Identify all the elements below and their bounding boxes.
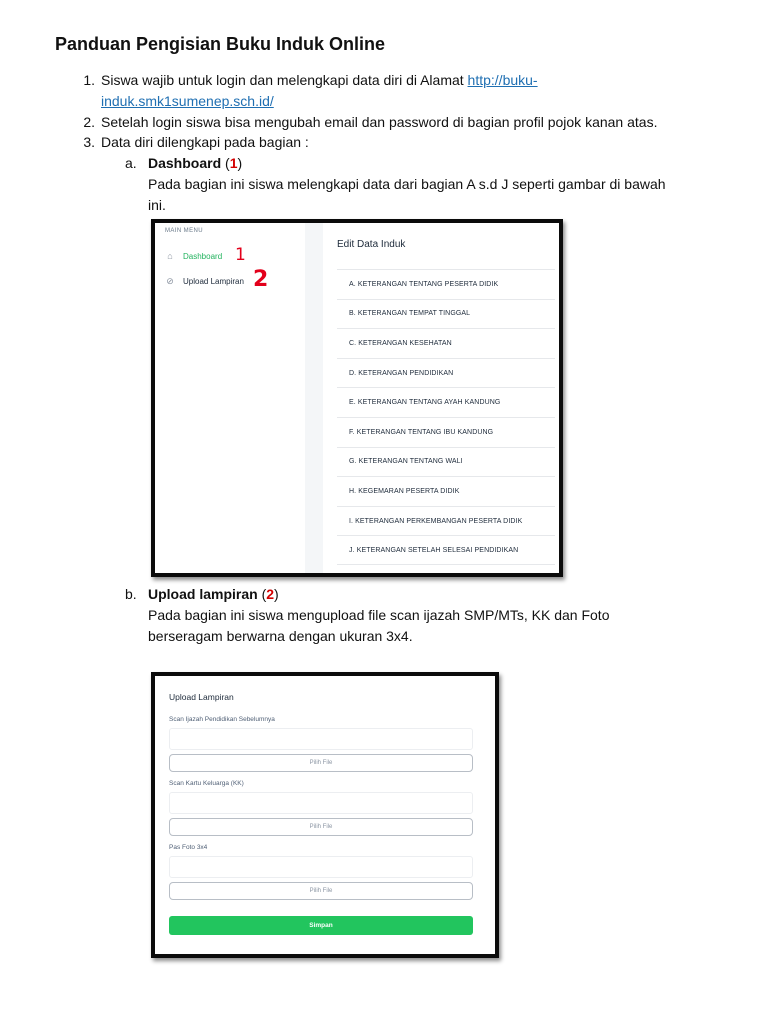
home-icon: ⌂ xyxy=(167,251,173,261)
upload-screenshot xyxy=(151,672,499,958)
choose-file-button-ijazah[interactable]: Pilih File xyxy=(169,754,473,772)
list-item-text: Siswa wajib untuk login dan melengkapi data diri di Alamat xyxy=(101,72,468,88)
menu-header: MAIN MENU xyxy=(165,228,203,234)
list-number: 1. xyxy=(83,72,95,88)
paren-open: ( xyxy=(225,155,230,171)
annotation-marker-2: 2 xyxy=(253,267,269,292)
file-input-kk[interactable] xyxy=(169,792,473,814)
sub-desc: Pada bagian ini siswa melengkapi data dari bagian A s.d J seperti gambar di bawah xyxy=(148,176,666,192)
list-item-text: Setelah login siswa bisa mengubah email dan password di bagian profil pojok kanan atas. xyxy=(101,114,658,130)
sub-title: Dashboard xyxy=(148,155,222,171)
section-item[interactable]: C. KETERANGAN KESEHATAN xyxy=(337,328,555,358)
url-link[interactable]: http://buku- xyxy=(467,72,538,88)
sub-marker: 2 xyxy=(266,586,275,602)
field-label-kk: Scan Kartu Keluarga (KK) xyxy=(169,780,244,787)
sub-title: Upload lampiran xyxy=(148,586,258,602)
edit-title: Edit Data Induk xyxy=(337,239,406,250)
section-list xyxy=(337,269,555,565)
sub-desc-continued: berseragam berwarna dengan ukuran 3x4. xyxy=(148,628,413,644)
sub-marker: 1 xyxy=(229,155,238,171)
list-number: 3. xyxy=(83,134,95,150)
section-item[interactable]: D. KETERANGAN PENDIDIKAN xyxy=(337,358,555,388)
section-item[interactable]: F. KETERANGAN TENTANG IBU KANDUNG xyxy=(337,417,555,447)
main-panel xyxy=(323,223,559,573)
dashboard-screenshot xyxy=(151,219,563,577)
sidebar xyxy=(155,223,305,573)
content-gutter xyxy=(305,223,323,573)
file-input-foto[interactable] xyxy=(169,856,473,878)
section-item[interactable]: B. KETERANGAN TEMPAT TINGGAL xyxy=(337,299,555,329)
section-item[interactable]: G. KETERANGAN TENTANG WALI xyxy=(337,447,555,477)
file-input-ijazah[interactable] xyxy=(169,728,473,750)
section-item[interactable]: A. KETERANGAN TENTANG PESERTA DIDIK xyxy=(337,269,555,299)
save-button[interactable]: Simpan xyxy=(169,916,473,935)
sub-desc: Pada bagian ini siswa mengupload file scan ijazah SMP/MTs, KK dan Foto xyxy=(148,607,610,623)
nav-item-dashboard[interactable] xyxy=(165,251,222,261)
section-item[interactable]: E. KETERANGAN TENTANG AYAH KANDUNG xyxy=(337,387,555,417)
paren-close: ) xyxy=(237,155,243,171)
document-title: Panduan Pengisian Buku Induk Online xyxy=(55,34,386,54)
sub-desc-continued: ini. xyxy=(148,197,166,213)
paren-close: ) xyxy=(274,586,279,602)
paperclip-icon: ⊘ xyxy=(166,276,174,286)
nav-label: Upload Lampiran xyxy=(183,277,244,286)
list-item-text: Data diri dilengkapi pada bagian : xyxy=(101,134,309,150)
section-item[interactable]: H. KEGEMARAN PESERTA DIDIK xyxy=(337,476,555,506)
section-item[interactable]: J. KETERANGAN SETELAH SELESAI PENDIDIKAN xyxy=(337,535,555,565)
annotation-marker-1: 1 xyxy=(235,245,246,265)
sub-letter: a. xyxy=(125,155,137,171)
upload-title: Upload Lampiran xyxy=(169,692,234,702)
list-number: 2. xyxy=(83,114,95,130)
field-label-foto: Pas Foto 3x4 xyxy=(169,844,208,851)
nav-label: Dashboard xyxy=(183,251,223,261)
field-label-ijazah: Scan Ijazah Pendidikan Sebelumnya xyxy=(169,716,275,723)
choose-file-button-foto[interactable]: Pilih File xyxy=(169,882,473,900)
section-item[interactable]: I. KETERANGAN PERKEMBANGAN PESERTA DIDIK xyxy=(337,506,555,536)
sub-letter: b. xyxy=(125,586,137,602)
paren-open: ( xyxy=(261,586,267,602)
url-link-continued[interactable]: induk.smk1sumenep.sch.id/ xyxy=(101,93,274,109)
choose-file-button-kk[interactable]: Pilih File xyxy=(169,818,473,836)
nav-item-upload[interactable] xyxy=(165,276,244,287)
